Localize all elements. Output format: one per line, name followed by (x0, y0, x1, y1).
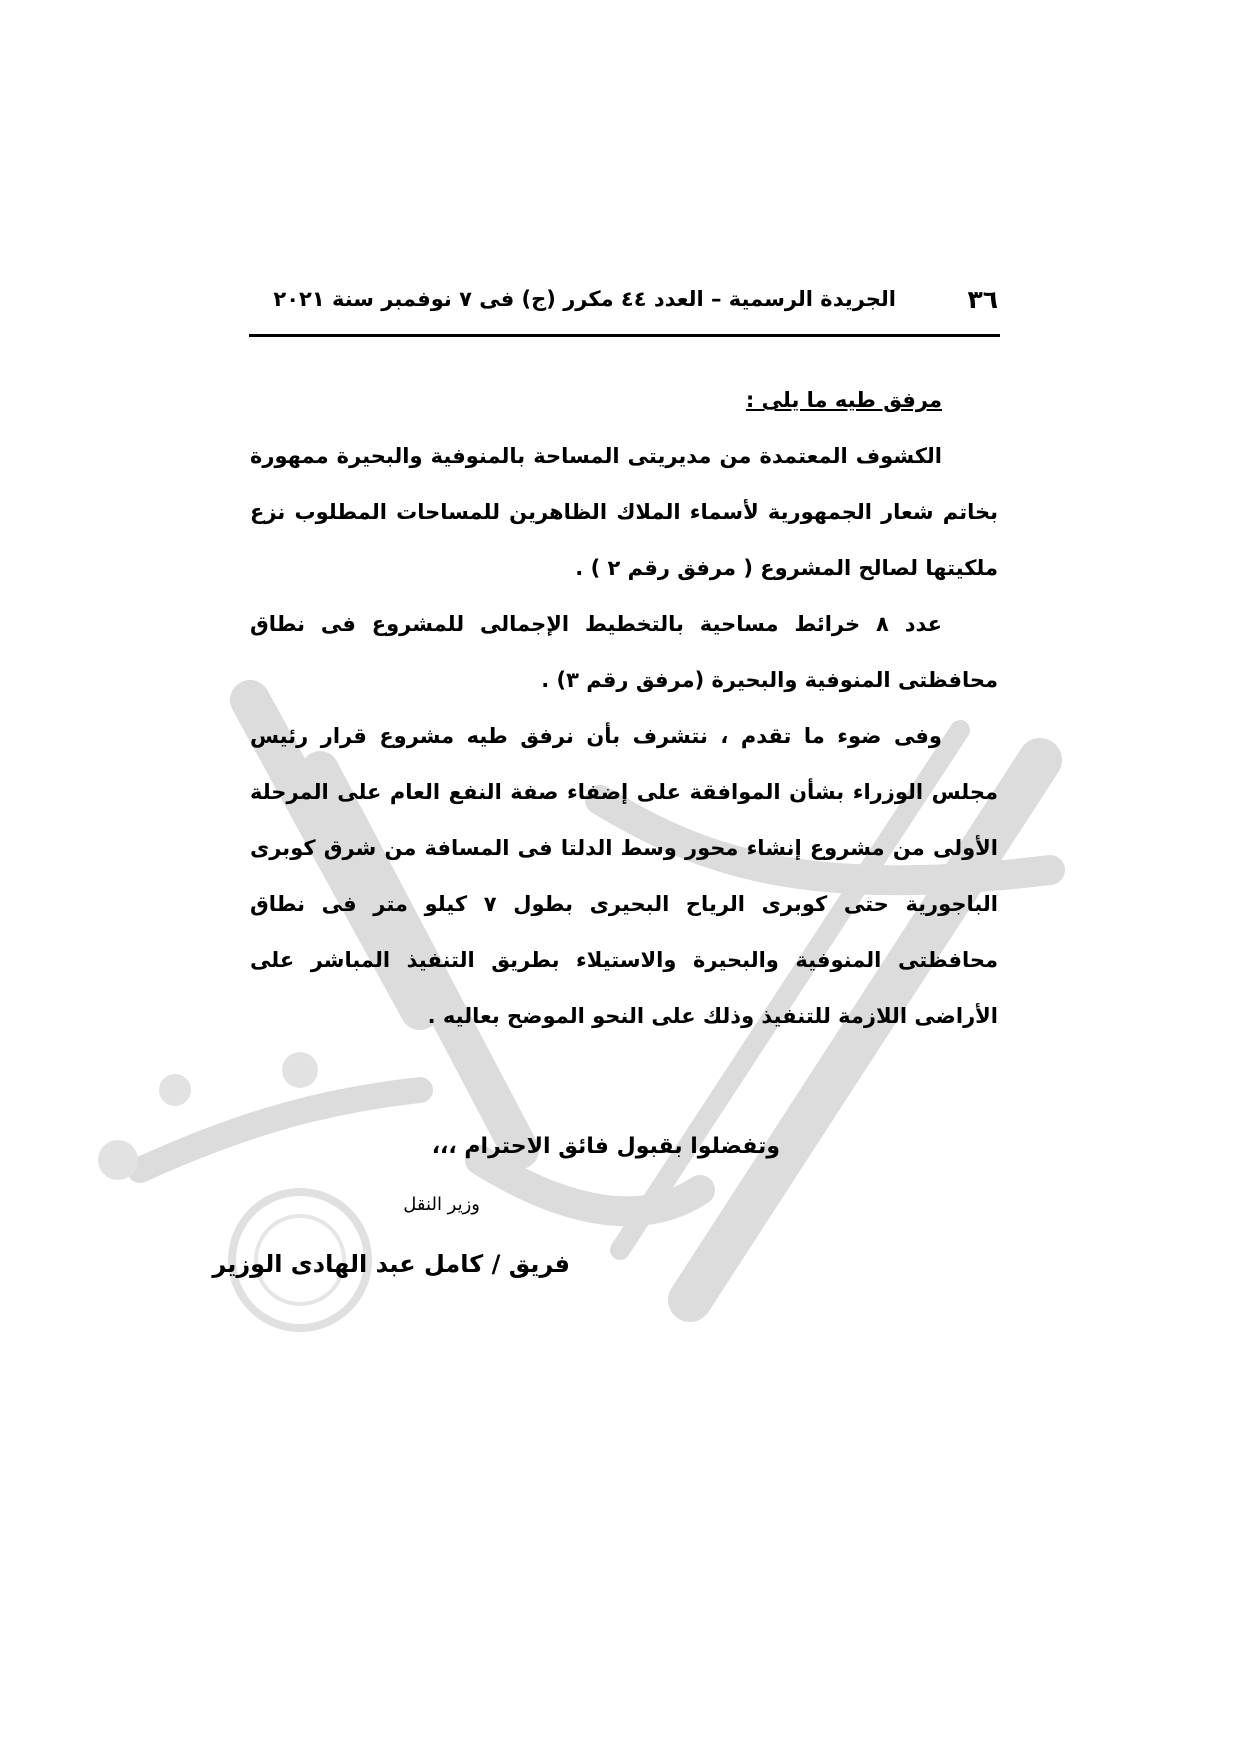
signer-title: وزير النقل (403, 1194, 480, 1215)
letter-body (250, 372, 998, 1044)
attachment-item-2: عدد ٨ خرائط مساحية بالتخطيط الإجمالى للمشروع فى نطاق محافظتى المنوفية والبحيرة (مرفق رقم ٣) . (250, 612, 998, 692)
attachment-item-1: الكشوف المعتمدة من مديريتى المساحة بالمنوفية والبحيرة ممهورة بخاتم شعار الجمهورية لأسماء الملاك الظاهرين للمساحات المطلوب نزع ملكيتها لصالح المشروع ( مرفق رقم ٢ ) . (250, 444, 998, 580)
signer-name: فريق / كامل عبد الهادى الوزير (212, 1250, 570, 1278)
page-header (250, 283, 998, 323)
closing-salutation: وتفضلوا بقبول فائق الاحترام ،،، (431, 1134, 780, 1159)
header-divider (249, 334, 1000, 337)
attachments-heading: مرفق طيه ما يلى : (745, 388, 942, 412)
page-number: ٣٦ (967, 285, 998, 314)
body-paragraph: وفى ضوء ما تقدم ، نتشرف بأن نرفق طيه مشروع قرار رئيس مجلس الوزراء بشأن الموافقة على إضفاء صفة النفع العام على المرحلة الأولى من مشروع إنشاء محور وسط الدلتا فى المسافة من شرق كوبرى الباجورية حتى كوبرى الرياح البحيرى بطول ٧ كيلو متر فى نطاق محافظتى المنوفية والبحيرة والاستيلاء بطريق التنفيذ المباشر على الأراضى اللازمة للتنفيذ وذلك على النحو الموضح بعاليه . (250, 724, 998, 1028)
gazette-title: الجريدة الرسمية – العدد ٤٤ مكرر (ج) فى ٧ نوفمبر سنة ٢٠٢١ (273, 287, 896, 311)
